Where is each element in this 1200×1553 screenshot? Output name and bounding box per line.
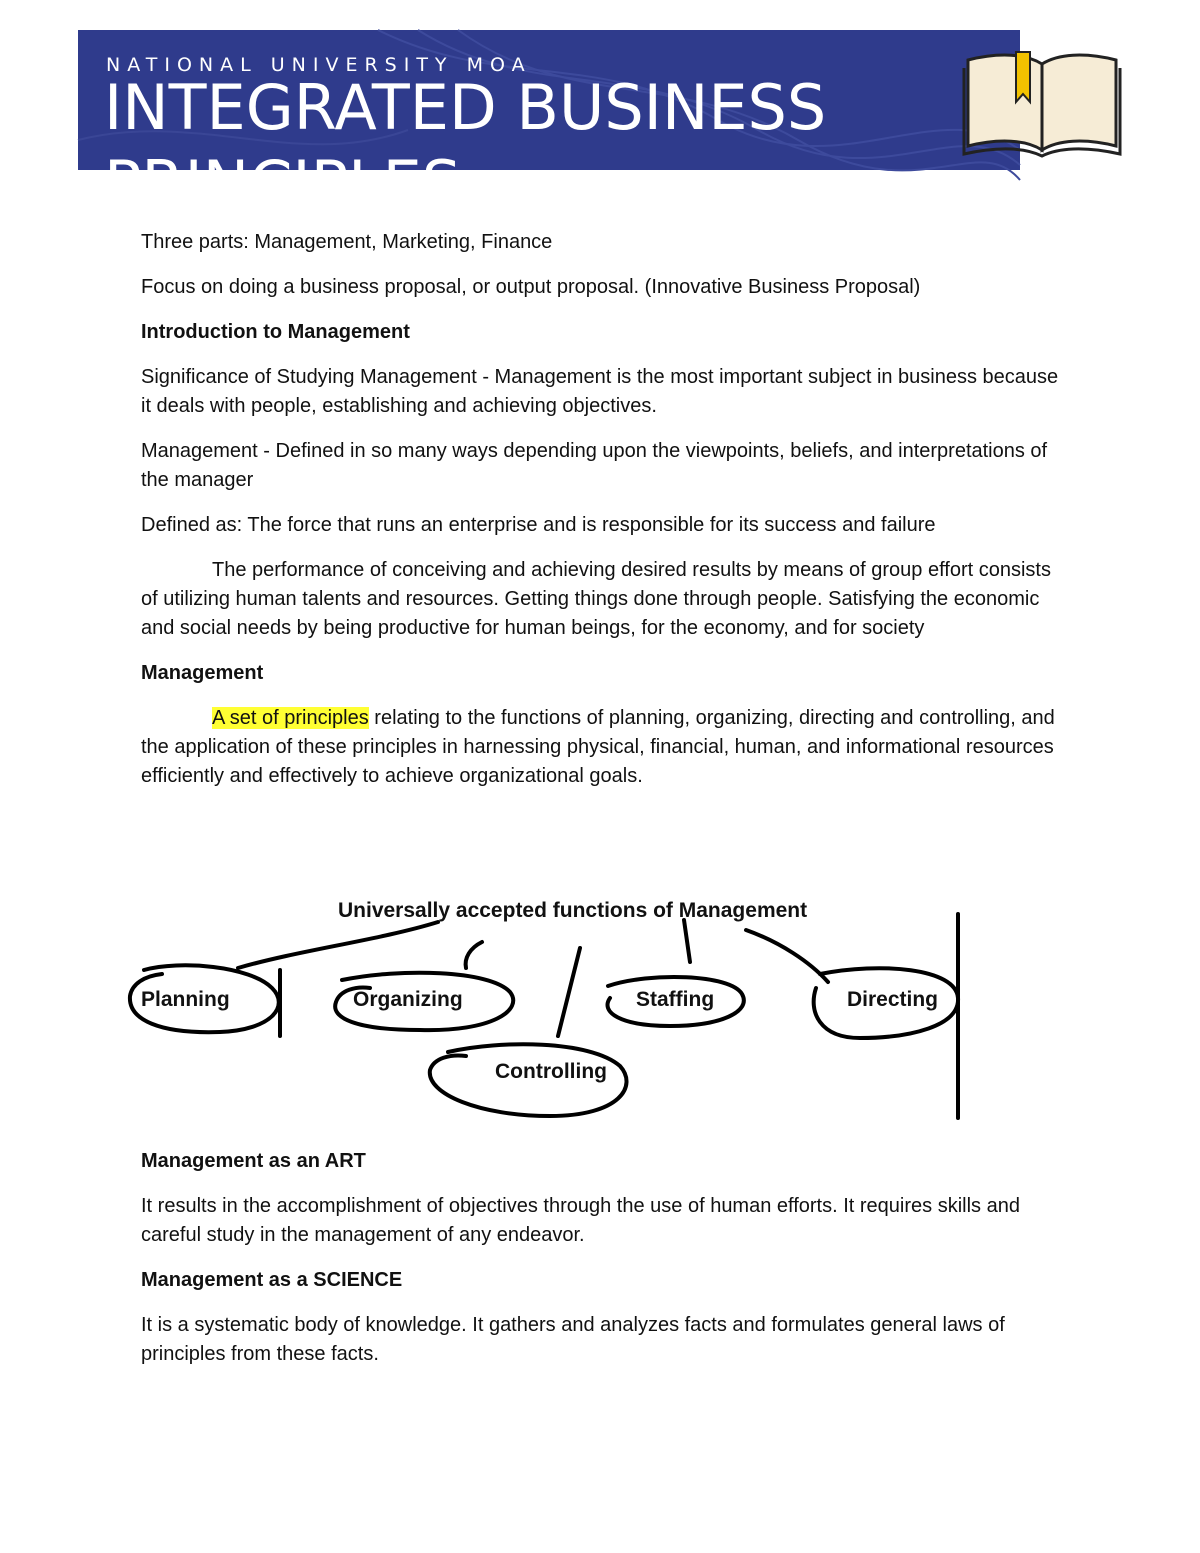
art-science-section <box>141 1147 1066 1385</box>
function-organizing: Organizing <box>353 988 463 1011</box>
function-directing: Directing <box>847 988 939 1011</box>
diagram-title: Universally accepted functions of Management <box>338 899 808 922</box>
management-paragraph-rest: relating to the functions of planning, organizing, directing and controlling, and the application of these principles in harnessing physical, financial, human, and informational resources efficiently and effectively to achieve organizational goals. <box>141 707 1055 787</box>
parts-line: Three parts: Management, Marketing, Finance <box>141 231 553 253</box>
function-controlling: Controlling <box>495 1060 607 1083</box>
open-book-icon <box>960 38 1125 158</box>
section-heading-management: Management <box>141 662 264 684</box>
section-heading-art: Management as an ART <box>141 1150 366 1172</box>
document-body <box>141 228 1066 807</box>
section-heading-intro: Introduction to Management <box>141 321 410 343</box>
science-paragraph: It is a systematic body of knowledge. It gathers and analyzes facts and formulates general laws of principles from these facts. <box>141 1314 1005 1365</box>
management-paragraph <box>141 704 1066 791</box>
section-heading-science: Management as a SCIENCE <box>141 1269 403 1291</box>
functions-diagram <box>120 890 980 1130</box>
definition-paragraph: Management - Defined in so many ways depending upon the viewpoints, beliefs, and interpretations of the manager <box>141 440 1048 491</box>
course-title: INTEGRATED BUSINESS PRINCIPLES <box>104 71 827 220</box>
highlighted-text: A set of principles <box>212 707 369 729</box>
function-staffing: Staffing <box>636 988 715 1011</box>
performance-paragraph: The performance of conceiving and achieving desired results by means of group effort consists of utilizing human talents and resources. Getting things done through people. Satisfying the economic and social needs by being productive for human beings, for the economy, and for society <box>141 559 1051 639</box>
focus-line: Focus on doing a business proposal, or output proposal. (Innovative Business Proposal) <box>141 276 921 298</box>
function-planning: Planning <box>141 988 230 1011</box>
defined-as-paragraph: Defined as: The force that runs an enterprise and is responsible for its success and failure <box>141 514 936 536</box>
university-name: NATIONAL UNIVERSITY MOA <box>106 54 532 76</box>
header-banner <box>78 30 1020 220</box>
significance-paragraph: Significance of Studying Management - Management is the most important subject in business because it deals with people, establishing and achieving objectives. <box>141 366 1059 417</box>
art-paragraph: It results in the accomplishment of objectives through the use of human efforts. It requires skills and careful study in the management of any endeavor. <box>141 1195 1020 1246</box>
